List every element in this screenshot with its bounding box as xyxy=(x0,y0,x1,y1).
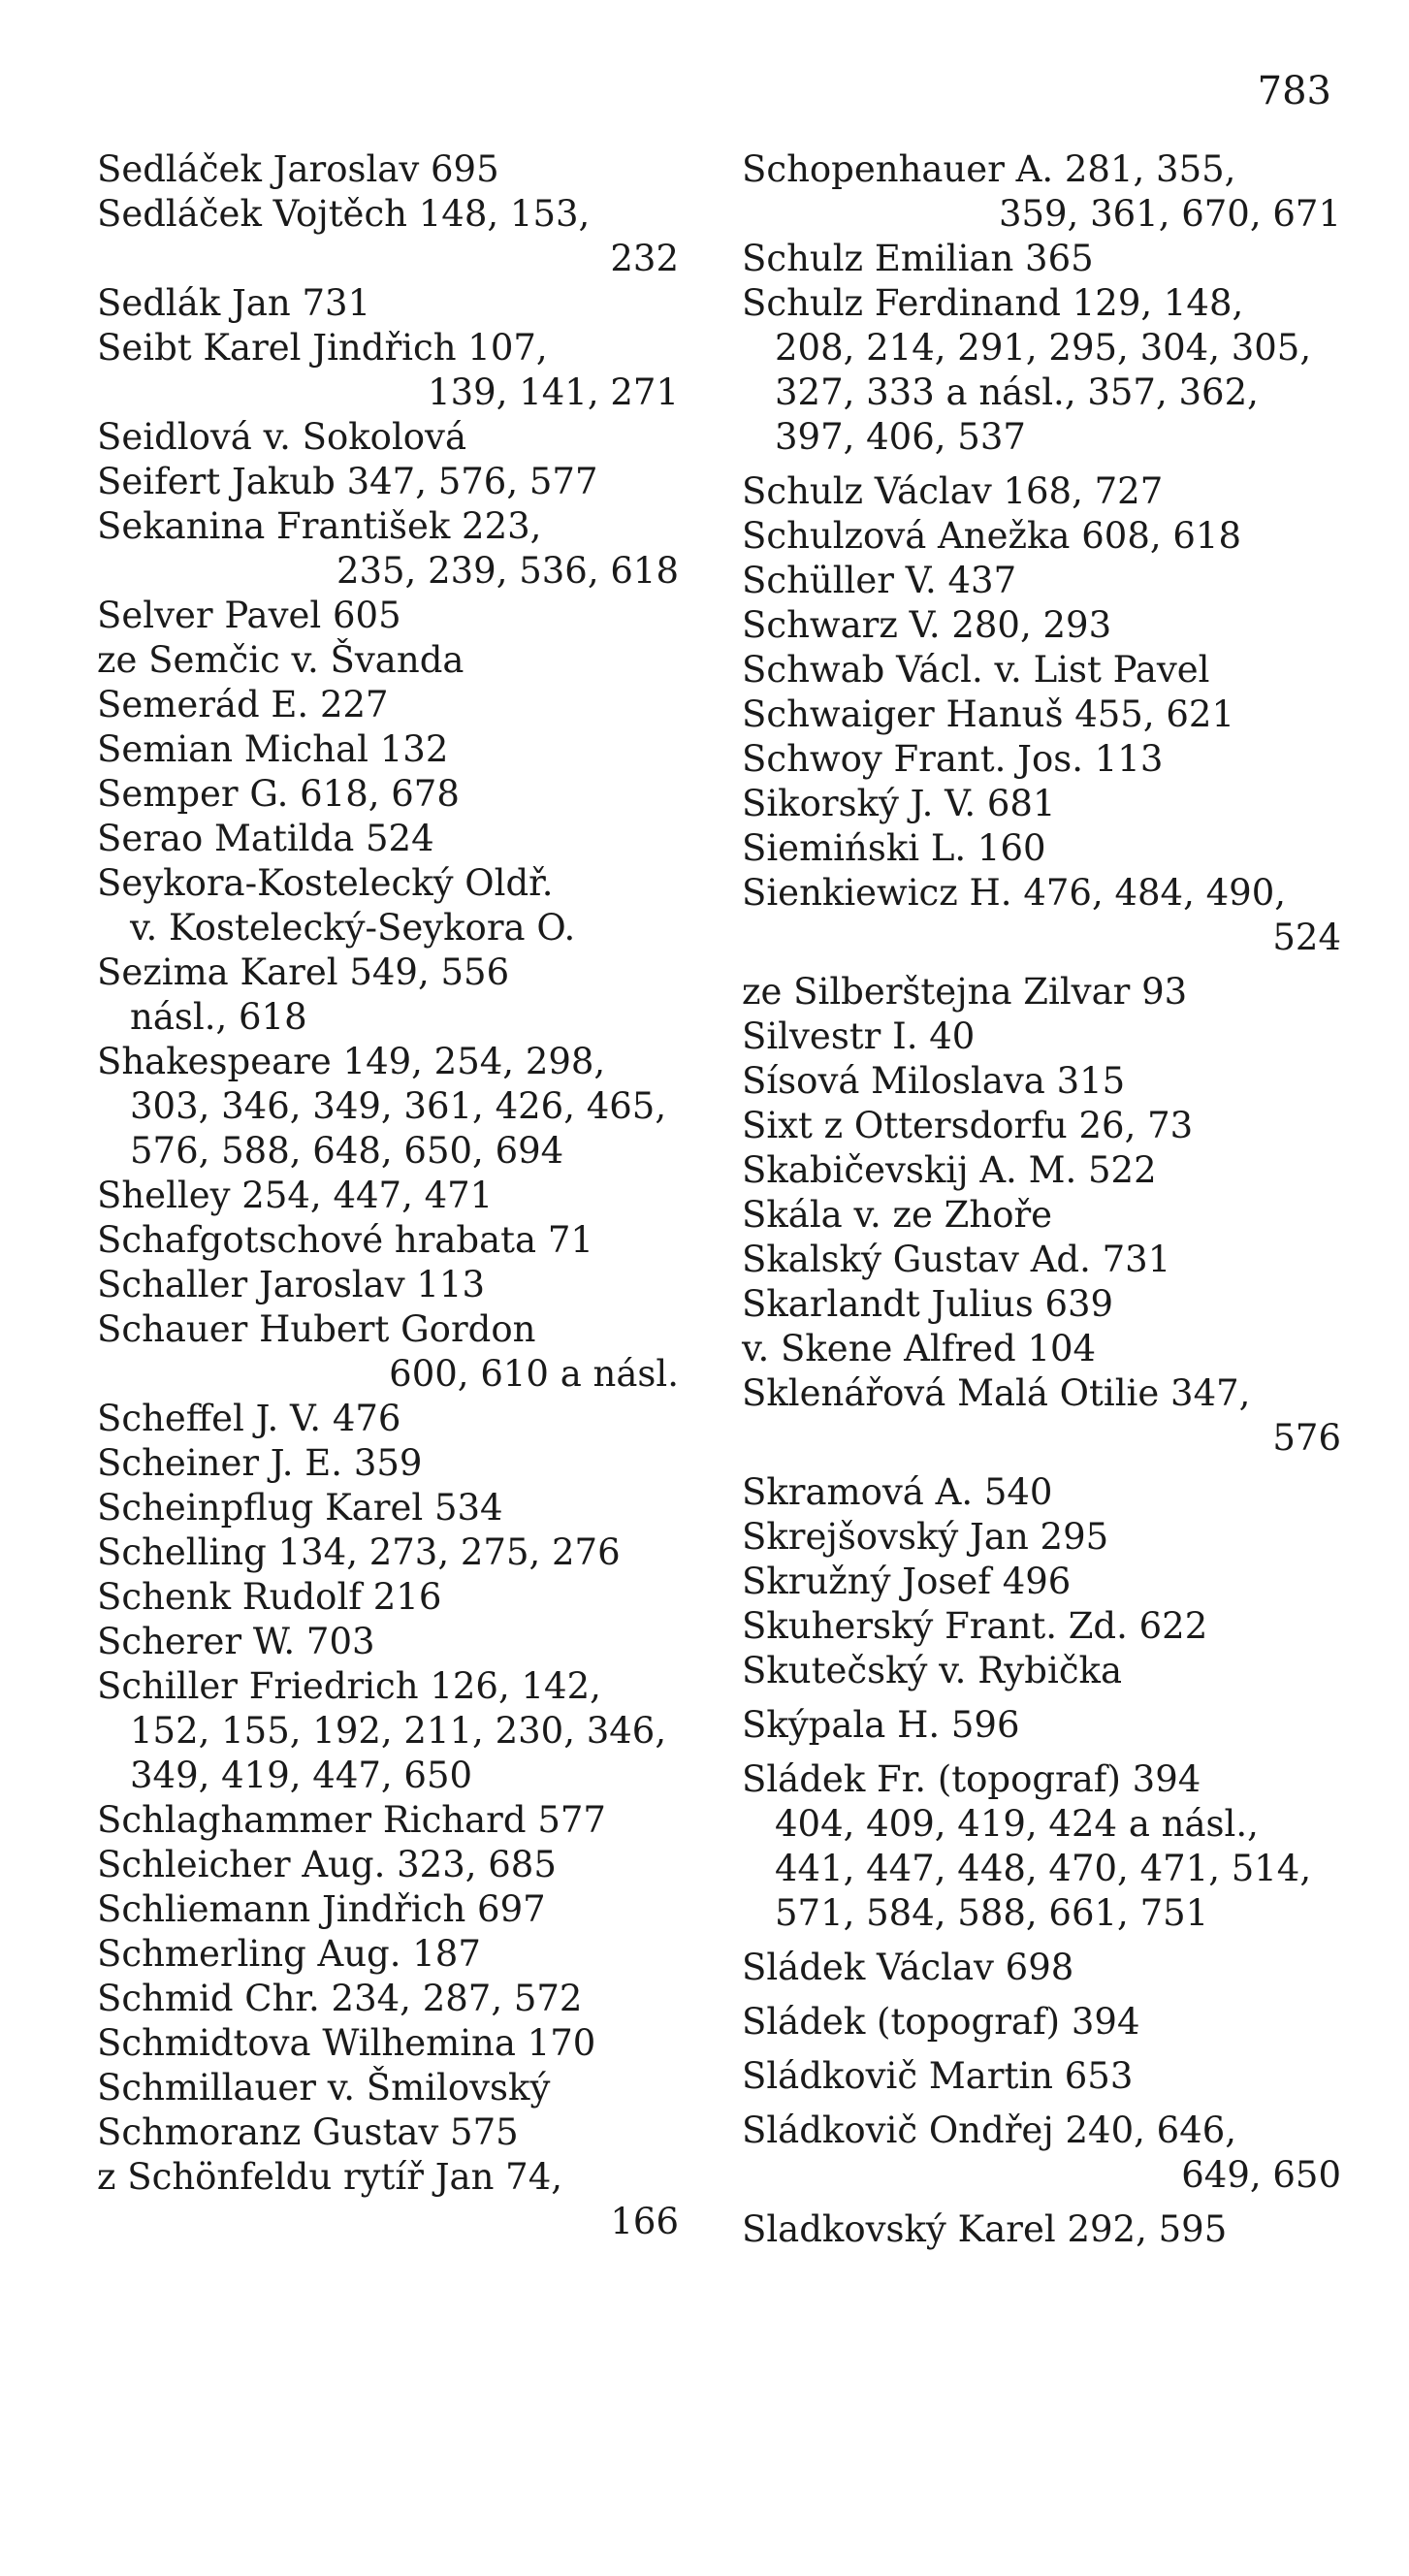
index-entry xyxy=(742,559,1341,603)
index-entry xyxy=(742,281,1341,460)
index-entry xyxy=(742,1014,1341,1059)
index-entry xyxy=(97,1843,679,1887)
index-entry xyxy=(97,415,679,460)
index-entry-heading: Sládek Václav 698 xyxy=(742,1947,1074,1988)
index-entry xyxy=(97,727,679,772)
index-entry xyxy=(742,1470,1341,1515)
index-entry-continuation: v. Kostelecký-Seykora O. xyxy=(130,907,576,949)
index-entry xyxy=(742,1371,1341,1461)
index-entry xyxy=(97,1174,679,1218)
index-entry-heading: ze Semčic v. Švanda xyxy=(97,639,464,681)
index-entry-heading: Schmerling Aug. 187 xyxy=(97,1933,481,1975)
index-entry xyxy=(742,1282,1341,1327)
index-entry xyxy=(97,1575,679,1620)
index-entry-heading: Skramová A. 540 xyxy=(742,1471,1053,1513)
index-entry xyxy=(97,1977,679,2021)
index-entry-heading: Schiller Friedrich 126, 142, xyxy=(97,1665,601,1707)
index-entry-heading: Seibt Karel Jindřich 107, xyxy=(97,327,548,369)
index-entry-continuation: 349, 419, 447, 650 xyxy=(130,1755,473,1796)
index-entry-continuation: 139, 141, 271 xyxy=(428,371,679,413)
index-entry-heading: Skuherský Frant. Zd. 622 xyxy=(742,1605,1208,1647)
index-entry xyxy=(742,1757,1341,1936)
index-entry xyxy=(97,2110,679,2155)
index-entry xyxy=(742,469,1341,514)
index-entry-continuation: 397, 406, 537 xyxy=(775,416,1026,458)
index-entry-heading: Seidlová v. Sokolová xyxy=(97,416,467,458)
index-entry xyxy=(97,1887,679,1932)
index-entry-continuation: 441, 447, 448, 470, 471, 514, xyxy=(775,1848,1312,1889)
index-entry xyxy=(97,594,679,638)
index-entry xyxy=(97,1798,679,1843)
index-entry xyxy=(97,2155,679,2244)
index-entry xyxy=(97,638,679,683)
index-entry-continuation: násl., 618 xyxy=(130,996,307,1038)
index-entry-heading: Semper G. 618, 678 xyxy=(97,773,460,815)
index-entry-heading: Schopenhauer A. 281, 355, xyxy=(742,148,1236,190)
index-entry xyxy=(97,1620,679,1664)
index-entry xyxy=(97,1441,679,1486)
index-entry-heading: Skutečský v. Rybička xyxy=(742,1650,1123,1691)
index-entry-heading: Schwaiger Hanuš 455, 621 xyxy=(742,693,1234,735)
index-entry xyxy=(97,1486,679,1530)
index-entry-heading: Sládkovič Martin 653 xyxy=(742,2055,1134,2097)
index-entry-heading: Serao Matilda 524 xyxy=(97,818,434,859)
index-entry xyxy=(97,683,679,727)
index-entry-heading: Schulz Emilian 365 xyxy=(742,238,1094,279)
index-entry-heading: Schwoy Frant. Jos. 113 xyxy=(742,738,1164,780)
index-entry xyxy=(97,147,679,192)
index-entry xyxy=(97,192,679,281)
index-entry xyxy=(97,1218,679,1263)
index-entry-continuation: 600, 610 a násl. xyxy=(389,1353,679,1395)
index-entry-heading: Semian Michal 132 xyxy=(97,728,449,770)
index-entry-heading: Seykora-Kostelecký Oldř. xyxy=(97,862,554,904)
index-entry-heading: Schlaghammer Richard 577 xyxy=(97,1799,606,1841)
index-entry xyxy=(742,1703,1341,1748)
index-entry xyxy=(742,1560,1341,1604)
index-entry xyxy=(97,772,679,817)
index-entry xyxy=(97,504,679,594)
index-entry xyxy=(742,1238,1341,1282)
index-entry xyxy=(742,147,1341,237)
index-entry xyxy=(742,1104,1341,1148)
index-entry-heading: Schleicher Aug. 323, 685 xyxy=(97,1844,557,1885)
index-entry-heading: Schwab Václ. v. List Pavel xyxy=(742,649,1210,691)
index-entry-continuation: 166 xyxy=(610,2201,679,2242)
index-entry xyxy=(97,817,679,861)
index-entry xyxy=(742,692,1341,737)
index-entry xyxy=(742,1327,1341,1371)
index-entry-heading: Schliemann Jindřich 697 xyxy=(97,1888,546,1930)
index-entry-heading: Scheinpflug Karel 534 xyxy=(97,1487,503,1529)
index-entry-heading: Schmoranz Gustav 575 xyxy=(97,2111,519,2153)
index-entry-heading: Sikorský J. V. 681 xyxy=(742,783,1056,824)
index-entry-heading: Scheffel J. V. 476 xyxy=(97,1398,401,1439)
index-entry-heading: Skabičevskij A. M. 522 xyxy=(742,1149,1157,1191)
index-entry-heading: Shelley 254, 447, 471 xyxy=(97,1175,494,1216)
index-entry-heading: Sládkovič Ondřej 240, 646, xyxy=(742,2109,1237,2151)
index-entry xyxy=(742,1604,1341,1649)
index-entry-heading: Sladkovský Karel 292, 595 xyxy=(742,2208,1228,2250)
index-entry xyxy=(742,782,1341,826)
index-entry xyxy=(742,737,1341,782)
index-entry-continuation: 232 xyxy=(610,238,679,279)
index-entry xyxy=(742,648,1341,692)
index-entry-heading: Skružný Josef 496 xyxy=(742,1561,1072,1602)
index-entry-heading: z Schönfeldu rytíř Jan 74, xyxy=(97,2156,563,2198)
index-entry xyxy=(97,861,679,950)
index-entry-heading: Schelling 134, 273, 275, 276 xyxy=(97,1531,621,1573)
index-entry xyxy=(97,1397,679,1441)
index-entry-heading: Schaller Jaroslav 113 xyxy=(97,1264,485,1305)
index-entry-continuation: 404, 409, 419, 424 a násl., xyxy=(775,1803,1259,1845)
index-entry xyxy=(97,1040,679,1174)
index-entry-heading: Schafgotschové hrabata 71 xyxy=(97,1219,593,1261)
index-entry-continuation: 208, 214, 291, 295, 304, 305, xyxy=(775,327,1312,369)
index-entry-heading: Sedlák Jan 731 xyxy=(97,282,371,324)
index-entry-heading: Skýpala H. 596 xyxy=(742,1704,1020,1746)
index-entry xyxy=(97,460,679,504)
index-entry xyxy=(742,970,1341,1014)
index-entry-heading: Sísová Miloslava 315 xyxy=(742,1060,1126,1102)
index-entry xyxy=(742,1946,1341,1990)
index-entry-heading: Sládek (topograf) 394 xyxy=(742,2001,1140,2043)
index-entry-heading: Sedláček Jaroslav 695 xyxy=(97,148,499,190)
index-entry-continuation: 303, 346, 349, 361, 426, 465, xyxy=(130,1085,667,1127)
index-entry xyxy=(742,2000,1341,2045)
index-entry-continuation: 359, 361, 670, 671 xyxy=(998,193,1341,235)
index-entry-continuation: 571, 584, 588, 661, 751 xyxy=(775,1892,1209,1934)
index-entry xyxy=(97,281,679,326)
index-entry xyxy=(742,514,1341,559)
index-entry-heading: Sklenářová Malá Otilie 347, xyxy=(742,1372,1251,1414)
page-number: 783 xyxy=(1257,69,1331,113)
index-entry-continuation: 152, 155, 192, 211, 230, 346, xyxy=(130,1710,667,1752)
index-entry-heading: Scherer W. 703 xyxy=(97,1621,375,1662)
index-entry-heading: Skalský Gustav Ad. 731 xyxy=(742,1239,1171,1280)
index-entry-heading: Semerád E. 227 xyxy=(97,684,389,725)
index-entry-heading: Sienkiewicz H. 476, 484, 490, xyxy=(742,872,1286,914)
index-column-left xyxy=(97,147,679,2244)
index-entry-heading: Schmidtova Wilhemina 170 xyxy=(97,2022,596,2064)
index-entry xyxy=(97,1307,679,1397)
index-entry xyxy=(742,2109,1341,2198)
index-entry-heading: Selver Pavel 605 xyxy=(97,595,401,636)
index-entry xyxy=(742,1515,1341,1560)
index-entry-heading: Schulzová Anežka 608, 618 xyxy=(742,515,1242,557)
index-entry-continuation: 235, 239, 536, 618 xyxy=(336,550,679,592)
index-entry xyxy=(742,603,1341,648)
index-entry-heading: Schenk Rudolf 216 xyxy=(97,1576,442,1618)
index-entry-heading: Schulz Václav 168, 727 xyxy=(742,470,1164,512)
index-entry xyxy=(97,1932,679,1977)
index-entry xyxy=(742,1148,1341,1193)
index-entry-heading: Sezima Karel 549, 556 xyxy=(97,951,510,993)
index-entry-heading: Sedláček Vojtěch 148, 153, xyxy=(97,193,591,235)
index-entry-heading: Schüller V. 437 xyxy=(742,560,1017,601)
index-entry xyxy=(97,2066,679,2110)
index-entry-continuation: 649, 650 xyxy=(1181,2154,1341,2196)
index-entry xyxy=(742,1059,1341,1104)
index-column-right xyxy=(742,147,1341,2252)
index-entry-continuation: 327, 333 a násl., 357, 362, xyxy=(775,371,1259,413)
index-entry xyxy=(742,237,1341,281)
index-entry-heading: Schulz Ferdinand 129, 148, xyxy=(742,282,1244,324)
index-entry xyxy=(97,2021,679,2066)
index-entry-heading: Schauer Hubert Gordon xyxy=(97,1308,536,1350)
index-entry-heading: Scheiner J. E. 359 xyxy=(97,1442,423,1484)
index-entry-heading: ze Silberštejna Zilvar 93 xyxy=(742,971,1188,1013)
index-entry-heading: Silvestr I. 40 xyxy=(742,1015,976,1057)
index-entry-heading: Skrejšovský Jan 295 xyxy=(742,1516,1109,1558)
index-entry xyxy=(97,1263,679,1307)
index-entry xyxy=(742,2207,1341,2252)
index-entry xyxy=(742,871,1341,960)
index-entry-heading: Schwarz V. 280, 293 xyxy=(742,604,1112,646)
index-entry-heading: Shakespeare 149, 254, 298, xyxy=(97,1041,606,1082)
index-entry-heading: Sekanina František 223, xyxy=(97,505,542,547)
index-entry-heading: Schmillauer v. Šmilovský xyxy=(97,2067,551,2109)
index-entry-continuation: 576, 588, 648, 650, 694 xyxy=(130,1130,564,1172)
index-entry xyxy=(97,1664,679,1798)
index-entry xyxy=(97,950,679,1040)
index-entry-heading: Siemiński L. 160 xyxy=(742,827,1046,869)
index-entry xyxy=(97,326,679,415)
index-entry xyxy=(97,1530,679,1575)
index-entry xyxy=(742,2054,1341,2099)
index-entry-continuation: 576 xyxy=(1272,1417,1341,1459)
index-entry-heading: Schmid Chr. 234, 287, 572 xyxy=(97,1978,583,2019)
index-entry xyxy=(742,1649,1341,1693)
index-entry-heading: Sixt z Ottersdorfu 26, 73 xyxy=(742,1105,1194,1146)
index-entry-continuation: 524 xyxy=(1272,917,1341,958)
index-entry-heading: Skála v. ze Zhoře xyxy=(742,1194,1053,1236)
index-entry xyxy=(742,1193,1341,1238)
index-entry-heading: Skarlandt Julius 639 xyxy=(742,1283,1114,1325)
index-entry-heading: Sládek Fr. (topograf) 394 xyxy=(742,1758,1201,1800)
index-entry xyxy=(742,826,1341,871)
index-entry-heading: v. Skene Alfred 104 xyxy=(742,1328,1097,1369)
index-entry-heading: Seifert Jakub 347, 576, 577 xyxy=(97,461,598,502)
